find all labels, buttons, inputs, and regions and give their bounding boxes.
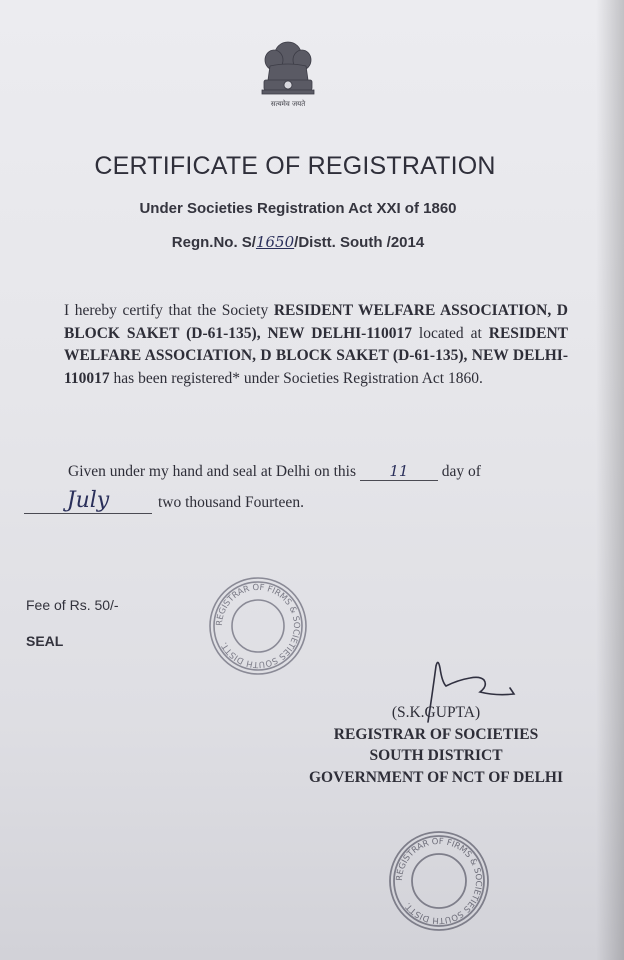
registrar-stamp-2-icon — [386, 828, 492, 934]
para-text-2: located at — [411, 324, 489, 342]
stamp-text-2: REGISTRAR OF FIRMS & SOCIETIES SOUTH DISTT. — [394, 836, 484, 926]
society-name: RESIDENT WELFARE ASSOCIATION, D BLOCK SAKET (D-61-135), NEW DELHI-110017 — [64, 302, 568, 342]
para-text-1: I hereby certify that the Society — [64, 302, 274, 319]
svg-text:REGISTRAR OF FIRMS & SOCIETIES — [215, 583, 301, 669]
day-handwritten: 11 — [360, 462, 438, 481]
society-location: RESIDENT WELFARE ASSOCIATION, D BLOCK SAKET (D-61-135), NEW DELHI-110017 — [64, 324, 568, 387]
fee-text: Fee of Rs. 50/- — [26, 597, 119, 613]
signatory-block — [286, 702, 586, 788]
regn-prefix: Regn.No. S/ — [171, 234, 256, 251]
svg-text:REGISTRAR OF FIRMS & SOCIETIES — [395, 837, 483, 925]
regn-suffix: /Distt. South /2014 — [294, 234, 425, 251]
signatory-district: SOUTH DISTRICT — [369, 747, 503, 764]
regn-number-handwritten: 1650 — [255, 233, 295, 251]
registrar-stamp-icon — [206, 574, 310, 678]
registration-number — [60, 233, 536, 251]
month-line — [24, 488, 584, 514]
year-text: two thousand Fourteen. — [158, 494, 304, 511]
para-text-3: has been registered* under Societies Registration Act 1860. — [109, 369, 483, 387]
certificate-title: CERTIFICATE OF REGISTRATION — [94, 152, 496, 180]
signatory-designation: REGISTRAR OF SOCIETIES — [333, 725, 539, 743]
seal-label: SEAL — [26, 633, 64, 649]
month-handwritten: July — [24, 488, 152, 514]
emblem-motto: सत्यमेव जयते — [270, 100, 306, 108]
given-suffix: day of — [441, 463, 481, 480]
stamp-text-1: REGISTRAR OF FIRMS & SOCIETIES SOUTH DISTT. — [214, 582, 302, 670]
given-line — [68, 462, 568, 481]
given-prefix: Given under my hand and seal at Delhi on this — [68, 463, 356, 480]
certificate-subtitle: Under Societies Registration Act XXI of 1860 — [139, 200, 457, 217]
signatory-name: (S.K.GUPTA) — [391, 704, 481, 721]
signatory-government: GOVERNMENT OF NCT OF DELHI — [308, 768, 564, 786]
certification-paragraph — [64, 300, 568, 390]
